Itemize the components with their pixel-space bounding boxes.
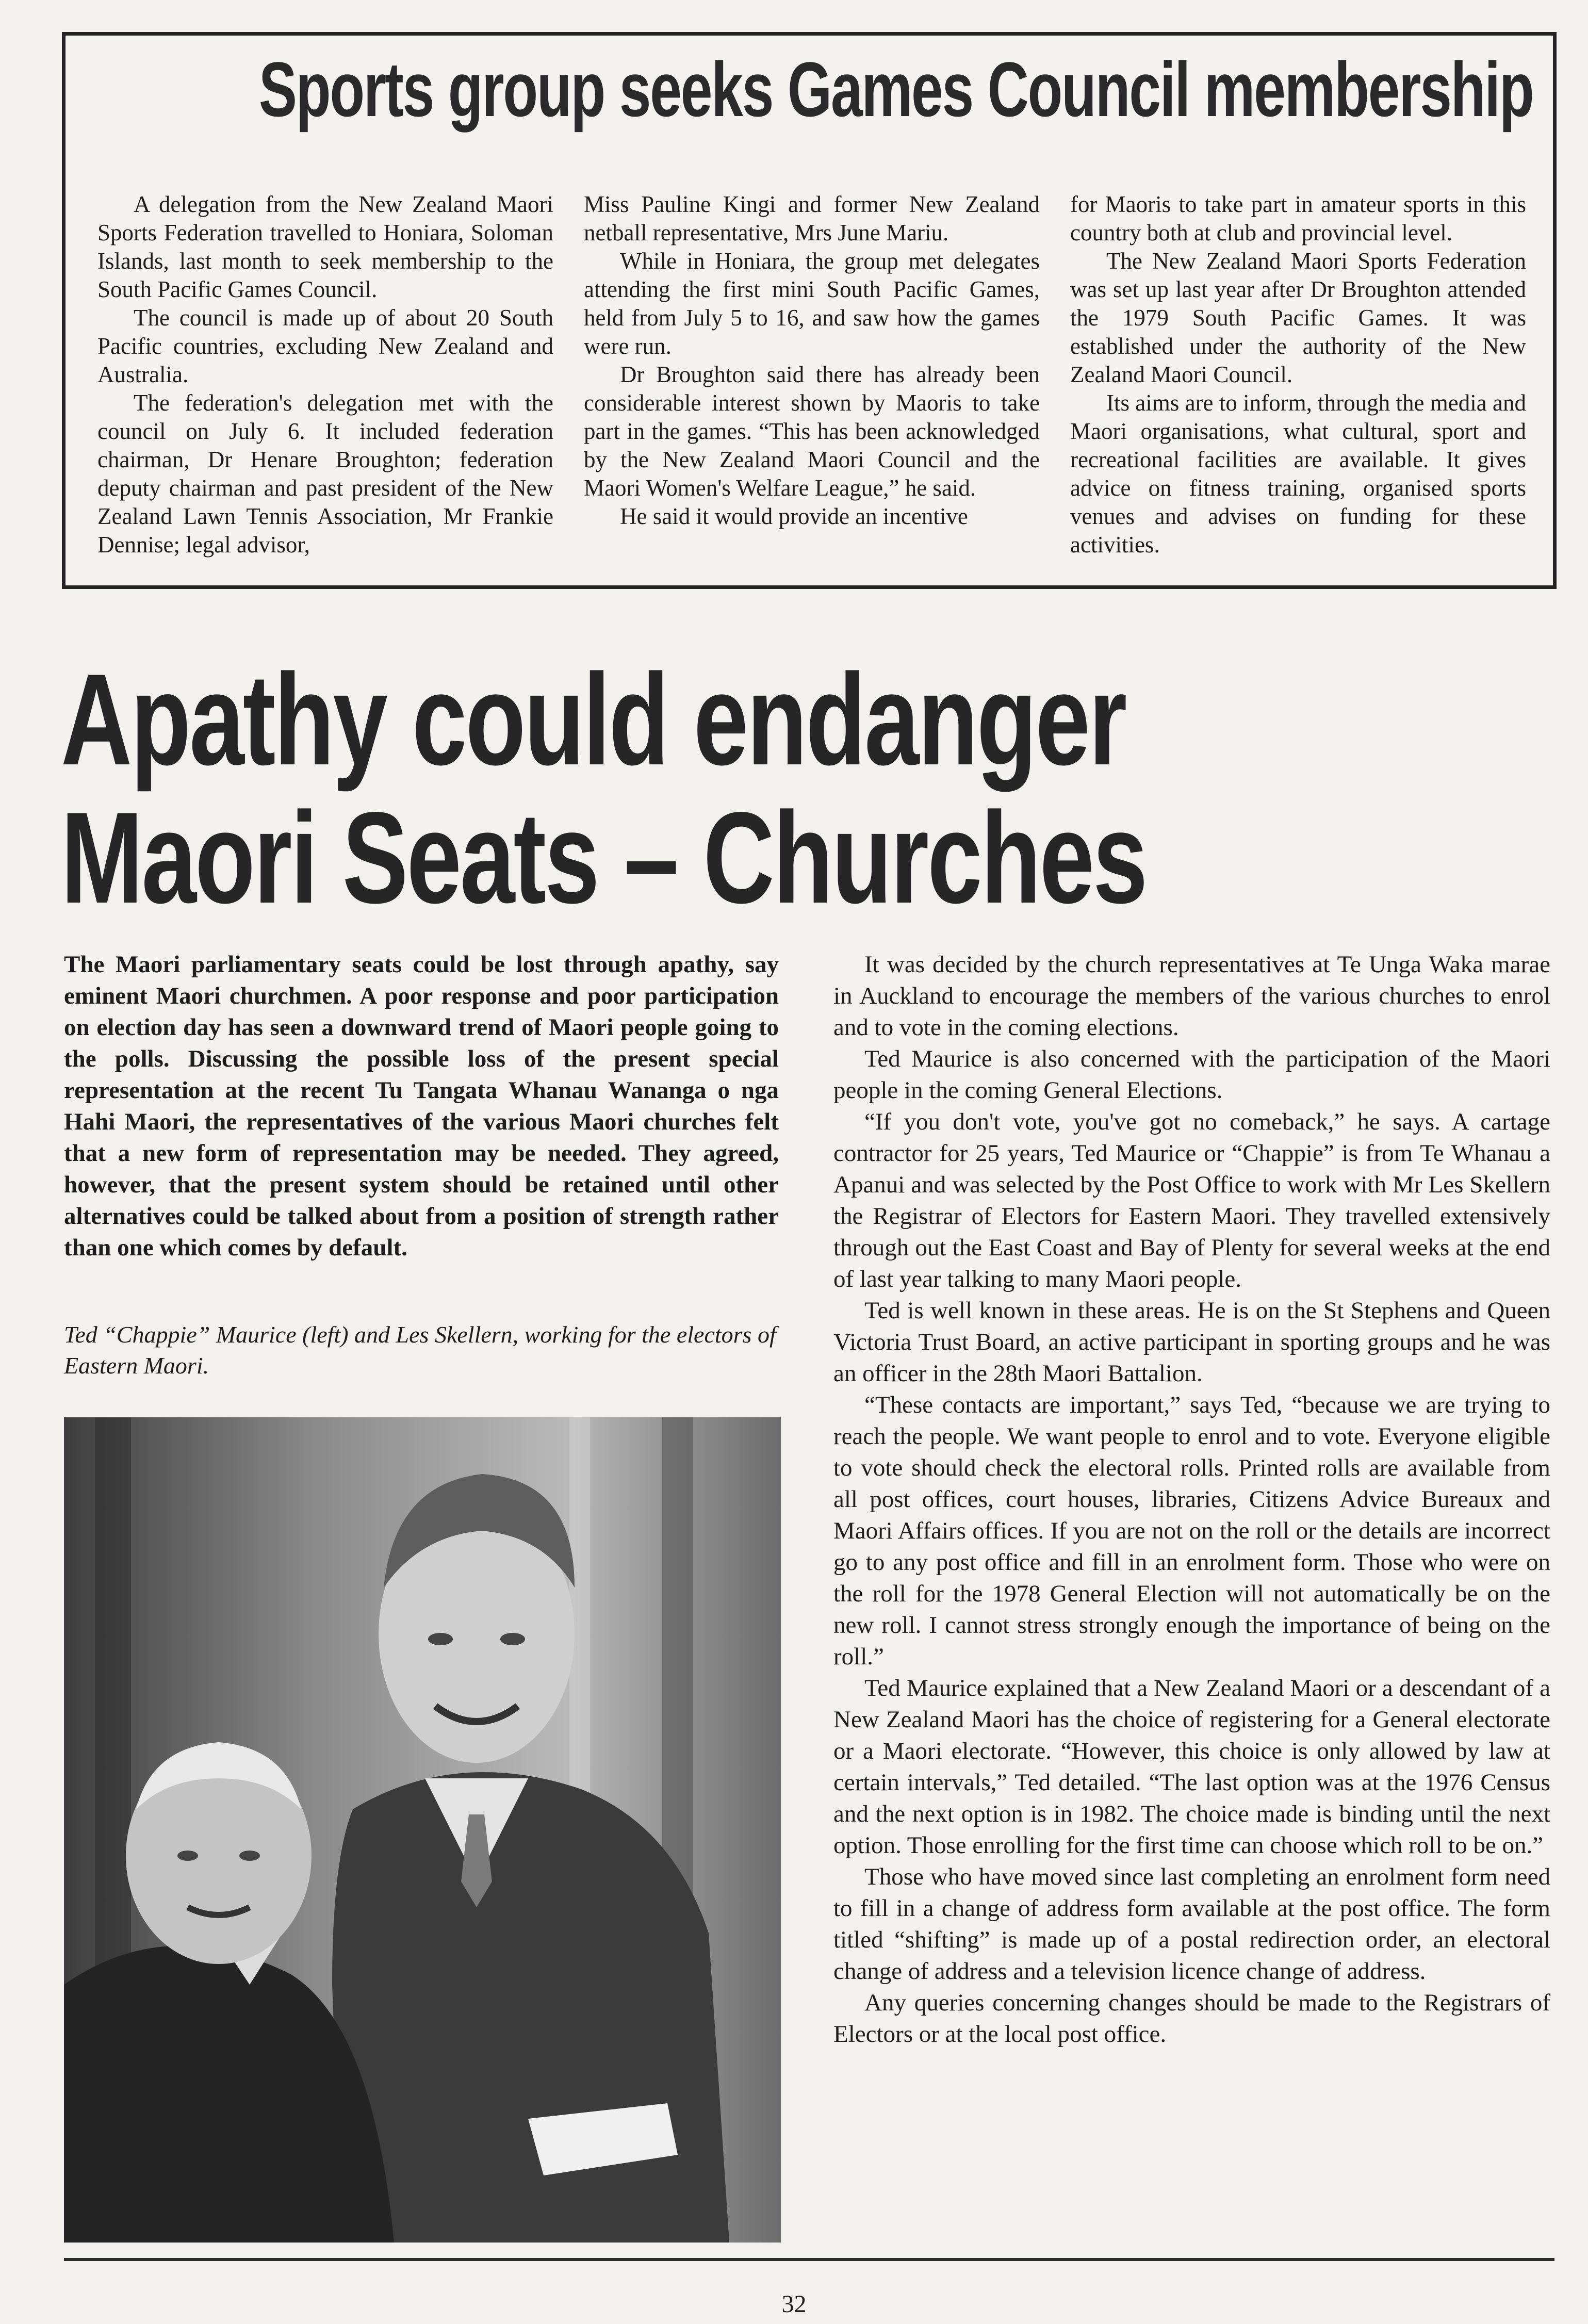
article-lede: The Maori parliamentary seats could be lost through apathy, say eminent Maori churchmen. A poor response and poor participation on election day has seen a downward trend of Maori people going to the polls. Discussing the possible loss of the present special representation at the recent Tu Tangata Whanau Wananga o nga Hahi Maori, the representatives of the various Maori churches felt that a new form of representation may be needed. They agreed, however, that the present system should be retained until other alternatives could be talked about from a position of strength rather than one which comes by default. (64, 951, 779, 1261)
paragraph: While in Honiara, the group met delegates attending the first mini South Pacific Games, held from July 5 to 16, and saw how the games were run. (584, 248, 1040, 359)
headline-line-1: Apathy could endanger (61, 647, 1126, 792)
paragraph: “These contacts are important,” says Ted, “because we are trying to reach the people. We want people to enrol and to vote. Everyone eligible to vote should check the electoral rolls. Printed rolls are available from all post offices, court houses, libraries, Citizens Advice Bureaux and Maori Affairs offices. If you are not on the roll or the details are incorrect go to any post office and fill in an enrolment form. Those who were on the roll for the 1978 General Election will not automatically be on the new roll. I cannot stress strongly enough the importance of being on the roll.” (833, 1392, 1550, 1670)
headline-line-2: Maori Seats – Churches (61, 785, 1147, 930)
paragraph: The council is made up of about 20 South Pacific countries, excluding New Zealand and Australia. (97, 305, 553, 387)
paragraph: The New Zealand Maori Sports Federation was set up last year after Dr Broughton attended the 1979 South Pacific Games. It was established under the authority of the New Zealand Maori Council. (1070, 248, 1526, 387)
footer-rule (64, 2258, 1554, 2261)
paragraph: Any queries concerning changes should be made to the Registrars of Electors or at the local post office. (833, 1989, 1550, 2048)
paragraph: It was decided by the church representatives at Te Unga Waka marae in Auckland to encourage the members of the various churches to enrol and to vote in the coming elections. (833, 951, 1550, 1041)
sports-article-column-2 (584, 190, 1040, 587)
photo-caption: Ted “Chappie” Maurice (left) and Les Skellern, working for the electors of Eastern Maori. (64, 1321, 776, 1379)
paragraph: Ted is well known in these areas. He is on the St Stephens and Queen Victoria Trust Board, an active participant in sporting groups and he was an officer in the 28th Maori Battalion. (833, 1297, 1550, 1387)
main-headline (61, 647, 1198, 930)
page-number: 32 (781, 2290, 807, 2318)
article-photo (64, 1417, 781, 2243)
paragraph: Its aims are to inform, through the media and Maori organisations, what cultural, sport and recreational facilities are available. It gives advice on fitness training, organised sports venues and advises on funding for these activities. (1070, 390, 1526, 558)
paragraph: The federation's delegation met with the council on July 6. It included federation chairman, Dr Henare Broughton; federation deputy chairman and past president of the New Zealand Lawn Tennis Association, Mr Frankie Dennise; legal advisor, (97, 390, 553, 558)
paragraph: Ted Maurice explained that a New Zealand Maori or a descendant of a New Zealand Maori has the choice of registering for a General electorate or a Maori electorate. “However, this choice is only allowed by law at certain intervals,” Ted detailed. “The last option was at the 1976 Census and the next option is in 1982. The choice made is binding until the next option. Those enrolling for the first time can choose which roll to be on.” (833, 1675, 1550, 1859)
paragraph: Ted Maurice is also concerned with the participation of the Maori people in the coming General Elections. (833, 1045, 1550, 1104)
paragraph: Dr Broughton said there has already been considerable interest shown by Maoris to take part in the games. “This has been acknowledged by the New Zealand Maori Council and the Maori Women's Welfare League,” he said. (584, 362, 1040, 501)
sports-article-box (62, 32, 1557, 589)
sports-article-title: Sports group seeks Games Council membership (258, 46, 1533, 133)
sports-article-columns (97, 190, 1526, 587)
photo-illustration (64, 1417, 781, 2243)
article-body (833, 949, 1550, 2050)
sports-article-column-1 (97, 190, 553, 587)
paragraph: He said it would provide an incentive (620, 503, 968, 529)
paragraph: A delegation from the New Zealand Maori Sports Federation travelled to Honiara, Soloman Islands, last month to seek membership to the South Pacific Games Council. (97, 191, 553, 302)
paragraph: for Maoris to take part in amateur sports in this country both at club and provincial level. (1070, 191, 1526, 246)
sports-article-column-3 (1070, 190, 1526, 587)
paragraph: Miss Pauline Kingi and former New Zealand netball representative, Mrs June Mariu. (584, 191, 1040, 246)
paragraph: “If you don't vote, you've got no comeback,” he says. A cartage contractor for 25 years, Ted Maurice or “Chappie” is from Te Whanau a Apanui and was selected by the Post Office to work with Mr Les Skellern the Registrar of Electors for Eastern Maori. They travelled extensively through out the East Coast and Bay of Plenty for several weeks at the end of last year talking to many Maori people. (833, 1108, 1550, 1292)
paragraph: Those who have moved since last completing an enrolment form need to fill in a change of address form available at the post office. The form titled “shifting” is made up of a postal redirection order, an electoral change of address and a television licence change of address. (833, 1863, 1550, 1985)
